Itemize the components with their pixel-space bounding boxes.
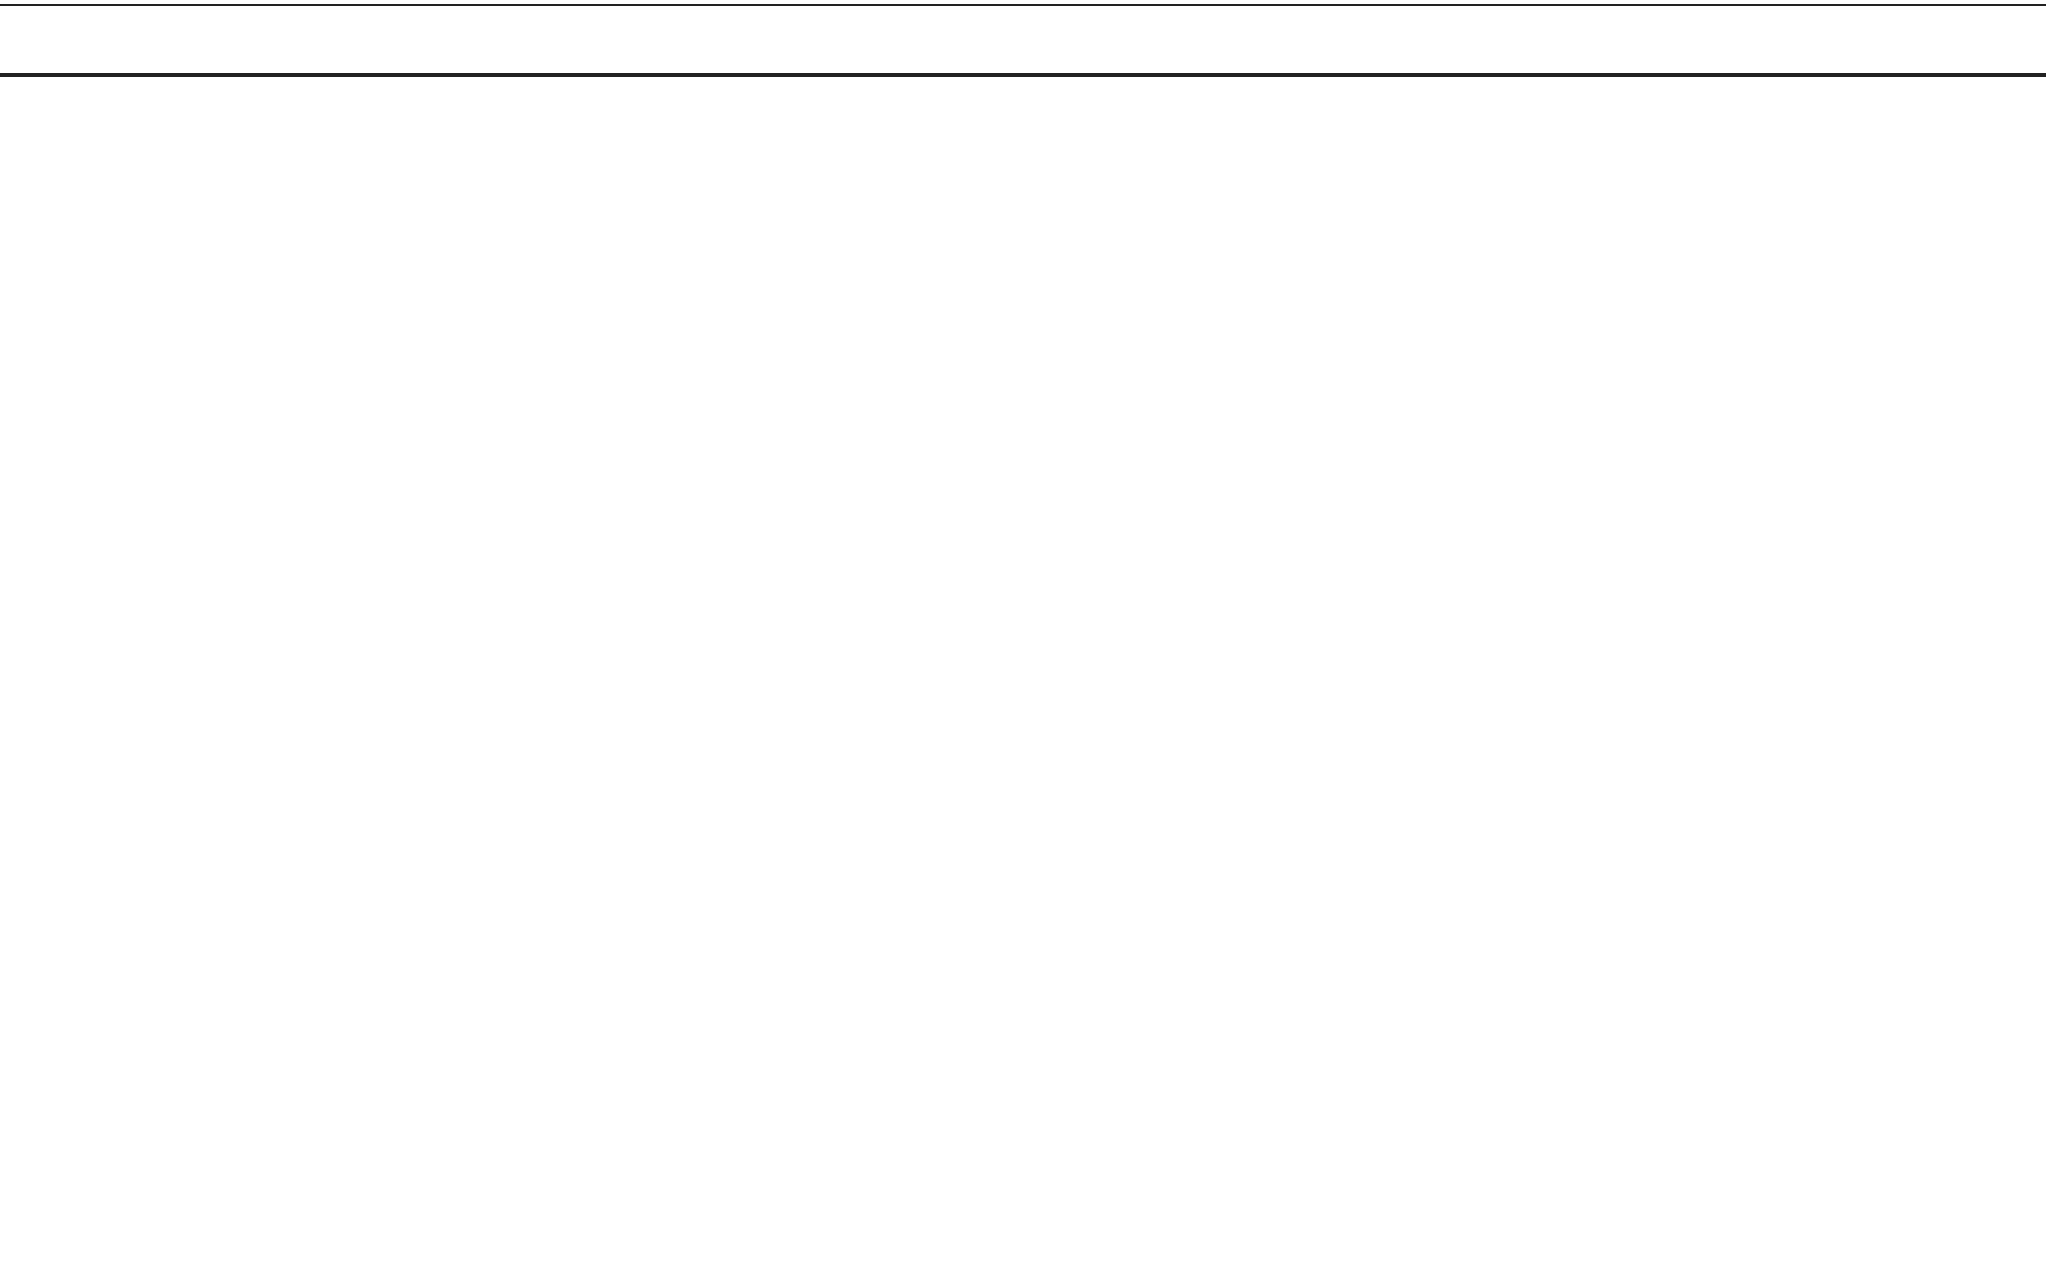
table-top-rule (0, 4, 2046, 6)
table-header-row (0, 12, 2046, 62)
table-header-rule (0, 73, 2046, 77)
